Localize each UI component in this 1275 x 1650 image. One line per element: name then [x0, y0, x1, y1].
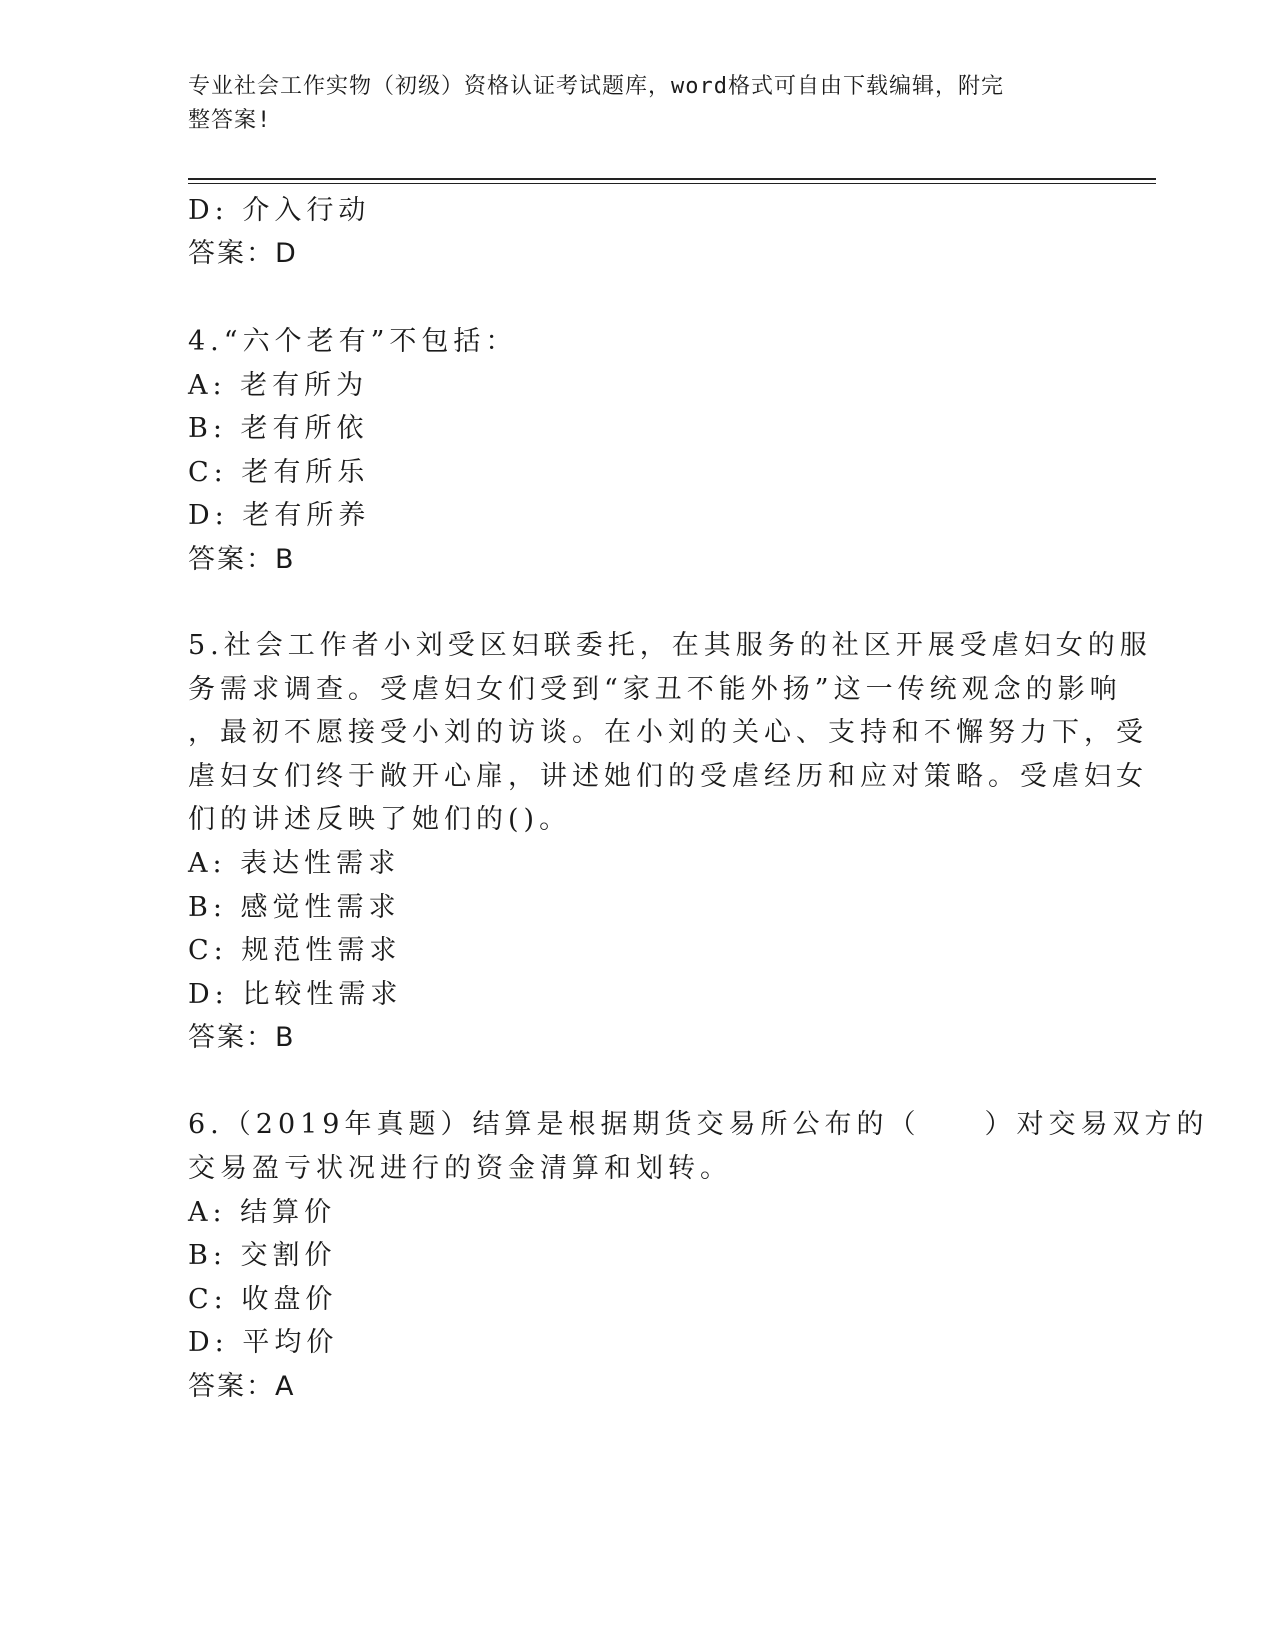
q4-stem: 4.“六个老有”不包括： — [188, 326, 518, 357]
q6-stem-line-2: 交易盈亏状况进行的资金清算和划转。 — [188, 1153, 732, 1184]
header-line-1: 专业社会工作实物（初级）资格认证考试题库，word格式可自由下载编辑，附完 — [188, 74, 1004, 99]
header-divider-thin — [188, 183, 1156, 184]
q5-option-a: A: 表达性需求 — [188, 848, 401, 879]
q3-answer: 答案：D — [188, 238, 298, 269]
q4-option-a: A: 老有所为 — [188, 370, 369, 401]
q5-option-d: D: 比较性需求 — [188, 979, 403, 1010]
q6-option-d: D: 平均价 — [188, 1327, 339, 1358]
q5-stem-line-2: 务需求调查。受虐妇女们受到“家丑不能外扬”这一传统观念的影响 — [188, 674, 1122, 705]
q4-answer: 答案：B — [188, 544, 296, 575]
q6-option-a: A: 结算价 — [188, 1197, 337, 1228]
q4-option-b: B: 老有所依 — [188, 413, 369, 444]
document-header — [188, 70, 1088, 138]
q4-option-d: D: 老有所养 — [188, 500, 371, 531]
q5-stem-line-3: ，最初不愿接受小刘的访谈。在小刘的关心、支持和不懈努力下，受 — [188, 717, 1148, 748]
q5-stem-line-1: 5.社会工作者小刘受区妇联委托，在其服务的社区开展受虐妇女的服 — [188, 630, 1152, 661]
q4-option-c: C: 老有所乐 — [188, 457, 370, 488]
q6-option-c: C: 收盘价 — [188, 1284, 338, 1315]
q6-option-b: B: 交割价 — [188, 1240, 337, 1271]
header-divider-thick — [188, 178, 1156, 180]
q5-stem-line-4: 虐妇女们终于敞开心扉，讲述她们的受虐经历和应对策略。受虐妇女 — [188, 761, 1148, 792]
q5-answer: 答案：B — [188, 1022, 296, 1053]
q3-option-d: D: 介入行动 — [188, 195, 371, 226]
q6-answer: 答案：A — [188, 1371, 296, 1402]
q5-stem-line-5: 们的讲述反映了她们的()。 — [188, 804, 572, 835]
q5-option-b: B: 感觉性需求 — [188, 892, 401, 923]
q5-option-c: C: 规范性需求 — [188, 935, 402, 966]
q6-stem-line-1: 6.（2019年真题）结算是根据期货交易所公布的（ ）对交易双方的 — [188, 1109, 1209, 1140]
header-line-2: 整答案! — [188, 108, 272, 133]
